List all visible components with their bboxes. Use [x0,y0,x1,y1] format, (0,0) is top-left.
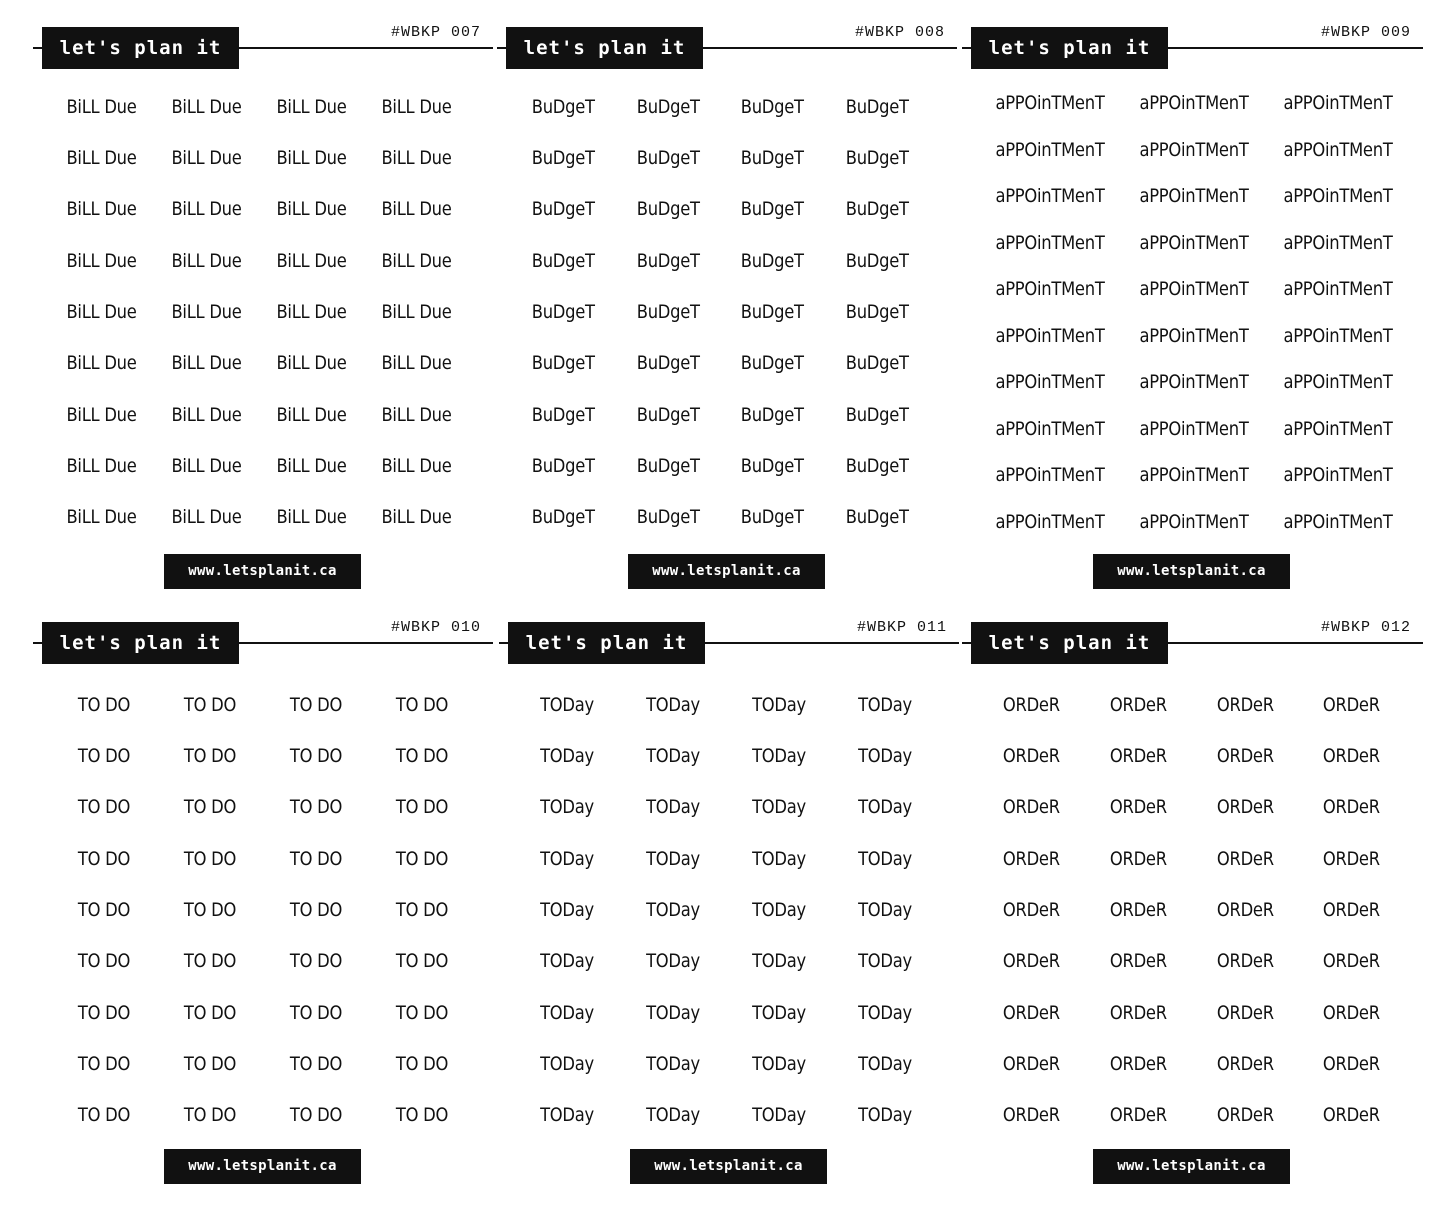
sticker-label: ORDeR [1323,796,1381,819]
sticker-label: TODay [540,1104,594,1127]
sticker-label: TODay [646,1104,700,1127]
sticker-label: BuDgeT [845,249,909,272]
sticker-label: TO DO [183,1104,237,1127]
sticker-label: ORDeR [1109,898,1167,921]
sticker-label: BuDgeT [636,249,700,272]
sticker-label: aPPOinTMenT [995,464,1105,487]
sticker-label: aPPOinTMenT [1283,138,1393,161]
sticker-label: ORDeR [1109,744,1167,767]
sticker-label: TODay [752,898,806,921]
sticker-label: TODay [540,950,594,973]
sticker-label: BiLL Due [276,403,347,426]
sticker-label: ORDeR [1216,950,1274,973]
sticker-label: ORDeR [1216,693,1274,716]
sticker-label: TO DO [289,950,343,973]
sticker-label: BuDgeT [531,454,595,477]
sticker-label: aPPOinTMenT [1139,278,1249,301]
brand-banner: let's plan it [971,27,1168,69]
sticker-label: BuDgeT [845,403,909,426]
sticker-label: aPPOinTMenT [995,138,1105,161]
sticker-label: TO DO [289,1104,343,1127]
sticker-label: BuDgeT [740,146,804,169]
sticker-label: BuDgeT [636,146,700,169]
sticker-label: BuDgeT [845,198,909,221]
sticker-label: aPPOinTMenT [1139,464,1249,487]
sticker-label: TODay [540,847,594,870]
sticker-label: BuDgeT [531,249,595,272]
sticker-label: BuDgeT [531,352,595,375]
sticker-label: BuDgeT [845,454,909,477]
sticker-label: ORDeR [1109,950,1167,973]
sticker-label: ORDeR [1002,693,1060,716]
sticker-label: aPPOinTMenT [995,324,1105,347]
sticker-grid [51,679,475,1141]
sticker-label: ORDeR [1323,1052,1381,1075]
sticker-label: TODay [540,693,594,716]
sticker-label: aPPOinTMenT [1283,185,1393,208]
sticker-label: ORDeR [1216,1104,1274,1127]
sticker-label: TODay [752,950,806,973]
sticker-label: TO DO [395,1001,449,1024]
sticker-label: BiLL Due [66,198,137,221]
sticker-label: BuDgeT [531,403,595,426]
sticker-label: aPPOinTMenT [1139,231,1249,254]
website-banner: www.letsplanit.ca [628,554,825,589]
sticker-label: BiLL Due [171,352,242,375]
sticker-label: BiLL Due [276,506,347,529]
sticker-label: BuDgeT [740,454,804,477]
sticker-label: aPPOinTMenT [1283,464,1393,487]
sticker-label: aPPOinTMenT [1139,185,1249,208]
sticker-label: BiLL Due [276,198,347,221]
sticker-label: ORDeR [1109,796,1167,819]
website-banner: www.letsplanit.ca [630,1149,827,1184]
sticker-label: ORDeR [1002,1052,1060,1075]
sticker-label: TO DO [289,847,343,870]
sticker-label: aPPOinTMenT [1139,138,1249,161]
sticker-label: BiLL Due [66,506,137,529]
sticker-label: BiLL Due [276,95,347,118]
sticker-label: TO DO [289,693,343,716]
sticker-label: TO DO [183,693,237,716]
sticker-label: ORDeR [1216,898,1274,921]
sticker-grid [511,81,929,543]
sticker-label: TODay [752,1052,806,1075]
sticker-label: BiLL Due [171,403,242,426]
sticker-label: TODay [540,1001,594,1024]
sticker-label: BuDgeT [636,352,700,375]
sticker-label: ORDeR [1323,1104,1381,1127]
sticker-label: TODay [858,796,912,819]
sticker-label: BiLL Due [381,146,452,169]
sticker-label: BiLL Due [276,454,347,477]
sticker-label: BuDgeT [740,249,804,272]
sticker-label: BiLL Due [276,300,347,323]
sticker-label: TO DO [395,1052,449,1075]
sticker-label: BuDgeT [636,95,700,118]
sticker-label: TO DO [77,950,131,973]
sticker-label: BuDgeT [740,95,804,118]
sticker-label: BuDgeT [531,198,595,221]
sticker-label: TODay [752,744,806,767]
sticker-label: BiLL Due [381,95,452,118]
sticker-label: aPPOinTMenT [995,92,1105,115]
sticker-label: TODay [646,950,700,973]
sticker-label: BiLL Due [276,352,347,375]
sticker-label: BiLL Due [66,454,137,477]
sticker-label: ORDeR [1216,796,1274,819]
sticker-label: TODay [540,796,594,819]
sticker-label: aPPOinTMenT [1139,417,1249,440]
sticker-label: BuDgeT [636,403,700,426]
sticker-label: TO DO [395,1104,449,1127]
sticker-label: ORDeR [1323,898,1381,921]
sticker-label: TODay [858,950,912,973]
sticker-grid [978,80,1410,545]
sticker-label: ORDeR [1323,1001,1381,1024]
sticker-label: TO DO [77,744,131,767]
sticker-label: BuDgeT [845,146,909,169]
sheet-code: #WBKP 008 [854,24,945,41]
sticker-sheet-012 [962,619,1423,1187]
sticker-sheet-008 [497,24,957,592]
sticker-label: ORDeR [1216,847,1274,870]
sticker-label: ORDeR [1216,744,1274,767]
sticker-label: BuDgeT [845,506,909,529]
sticker-label: TODay [752,796,806,819]
sticker-label: BiLL Due [171,506,242,529]
sticker-label: ORDeR [1002,1001,1060,1024]
sticker-label: TODay [752,1001,806,1024]
sticker-sheet-010 [33,619,493,1187]
sticker-label: aPPOinTMenT [1283,510,1393,533]
sticker-label: TO DO [395,950,449,973]
sticker-label: TODay [646,693,700,716]
sticker-label: TO DO [289,898,343,921]
sticker-label: BuDgeT [636,454,700,477]
sticker-label: ORDeR [1323,950,1381,973]
sticker-label: BuDgeT [740,403,804,426]
sheet-code: #WBKP 011 [856,619,947,636]
brand-banner: let's plan it [971,622,1168,664]
sticker-label: aPPOinTMenT [1283,324,1393,347]
sticker-label: BiLL Due [66,403,137,426]
sticker-label: aPPOinTMenT [1283,92,1393,115]
brand-banner: let's plan it [42,622,239,664]
sticker-label: BiLL Due [66,146,137,169]
website-banner: www.letsplanit.ca [164,1149,361,1184]
sticker-label: TODay [646,898,700,921]
sticker-label: TO DO [289,1001,343,1024]
sticker-label: ORDeR [1216,1052,1274,1075]
sticker-label: BuDgeT [740,198,804,221]
sticker-label: aPPOinTMenT [1283,278,1393,301]
sticker-label: BuDgeT [845,300,909,323]
sheet-code: #WBKP 010 [390,619,481,636]
sticker-label: TO DO [183,796,237,819]
sticker-label: ORDeR [1323,693,1381,716]
sticker-label: TODay [646,796,700,819]
sticker-label: TODay [540,898,594,921]
sticker-label: TO DO [183,1052,237,1075]
sticker-label: BiLL Due [381,403,452,426]
sticker-label: ORDeR [1002,898,1060,921]
sticker-label: BuDgeT [636,300,700,323]
sticker-label: BuDgeT [531,95,595,118]
sticker-label: TODay [858,847,912,870]
sticker-label: BuDgeT [740,506,804,529]
sticker-label: ORDeR [1002,950,1060,973]
sticker-label: BiLL Due [381,300,452,323]
sticker-label: TO DO [289,1052,343,1075]
sticker-sheet-007 [33,24,493,592]
sticker-label: TODay [858,898,912,921]
sticker-label: TO DO [77,796,131,819]
sticker-label: TODay [646,1001,700,1024]
sticker-label: TO DO [395,744,449,767]
sticker-label: TODay [858,1001,912,1024]
sticker-label: ORDeR [1109,693,1167,716]
sticker-label: TO DO [183,744,237,767]
sticker-label: ORDeR [1002,744,1060,767]
sticker-label: BiLL Due [171,454,242,477]
website-banner: www.letsplanit.ca [1093,554,1290,589]
sticker-label: ORDeR [1002,796,1060,819]
sticker-label: BiLL Due [171,249,242,272]
sticker-label: TO DO [77,847,131,870]
sticker-label: aPPOinTMenT [1283,371,1393,394]
sticker-label: BuDgeT [636,506,700,529]
sticker-label: ORDeR [1323,847,1381,870]
sticker-label: BiLL Due [66,95,137,118]
sticker-label: BiLL Due [381,198,452,221]
sticker-label: TO DO [77,1001,131,1024]
sticker-label: BiLL Due [66,352,137,375]
sticker-label: aPPOinTMenT [995,185,1105,208]
brand-banner: let's plan it [42,27,239,69]
sticker-label: BiLL Due [171,198,242,221]
sticker-label: aPPOinTMenT [995,417,1105,440]
sticker-label: TO DO [77,1104,131,1127]
sticker-label: TODay [540,744,594,767]
sticker-label: TODay [858,1104,912,1127]
sticker-label: aPPOinTMenT [995,371,1105,394]
sticker-label: BiLL Due [276,249,347,272]
sticker-label: TO DO [289,796,343,819]
sticker-label: TO DO [183,847,237,870]
sticker-grid [514,679,938,1141]
website-banner: www.letsplanit.ca [1093,1149,1290,1184]
sticker-label: TO DO [289,744,343,767]
sticker-label: BiLL Due [381,454,452,477]
sheet-code: #WBKP 012 [1320,619,1411,636]
sticker-label: ORDeR [1216,1001,1274,1024]
sticker-label: aPPOinTMenT [995,231,1105,254]
sticker-label: TODay [540,1052,594,1075]
sticker-label: TO DO [395,847,449,870]
sticker-label: BuDgeT [740,300,804,323]
sticker-label: BiLL Due [171,146,242,169]
sticker-label: TO DO [77,1052,131,1075]
sticker-sheet-011 [499,619,959,1187]
sticker-label: ORDeR [1109,1001,1167,1024]
sticker-label: aPPOinTMenT [995,278,1105,301]
sticker-label: TODay [858,693,912,716]
sticker-label: aPPOinTMenT [1139,324,1249,347]
sticker-label: BuDgeT [531,146,595,169]
sticker-label: BuDgeT [531,300,595,323]
sticker-label: ORDeR [1109,1104,1167,1127]
sheet-code: #WBKP 007 [390,24,481,41]
sticker-label: TODay [858,744,912,767]
brand-banner: let's plan it [506,27,703,69]
sticker-grid [978,679,1405,1141]
sticker-label: TO DO [183,898,237,921]
sticker-label: BiLL Due [171,300,242,323]
sticker-label: ORDeR [1002,1104,1060,1127]
sticker-label: BuDgeT [531,506,595,529]
sticker-label: TO DO [183,1001,237,1024]
sticker-label: BiLL Due [171,95,242,118]
sticker-label: TODay [646,1052,700,1075]
sticker-label: TO DO [183,950,237,973]
sticker-label: BiLL Due [66,300,137,323]
sticker-label: aPPOinTMenT [1283,417,1393,440]
sticker-label: BiLL Due [381,249,452,272]
sticker-label: TODay [646,744,700,767]
sticker-label: BuDgeT [636,198,700,221]
sticker-label: BiLL Due [381,506,452,529]
sticker-grid [49,81,469,543]
sticker-label: TODay [646,847,700,870]
website-banner: www.letsplanit.ca [164,554,361,589]
sticker-label: TO DO [395,693,449,716]
sticker-label: ORDeR [1323,744,1381,767]
sticker-label: BiLL Due [276,146,347,169]
sticker-label: TODay [752,847,806,870]
brand-banner: let's plan it [508,622,705,664]
sticker-label: aPPOinTMenT [1139,371,1249,394]
sticker-label: BiLL Due [381,352,452,375]
sticker-label: BuDgeT [845,352,909,375]
sticker-label: TODay [858,1052,912,1075]
sticker-label: TO DO [395,796,449,819]
sticker-label: BiLL Due [66,249,137,272]
sticker-label: aPPOinTMenT [1283,231,1393,254]
sticker-label: TODay [752,693,806,716]
sticker-label: aPPOinTMenT [1139,510,1249,533]
sticker-label: BuDgeT [845,95,909,118]
sticker-label: BuDgeT [740,352,804,375]
sticker-label: ORDeR [1002,847,1060,870]
sheet-code: #WBKP 009 [1320,24,1411,41]
sticker-label: TO DO [77,898,131,921]
sticker-label: ORDeR [1109,1052,1167,1075]
sticker-label: TODay [752,1104,806,1127]
sticker-label: aPPOinTMenT [1139,92,1249,115]
sticker-sheet-009 [962,24,1423,592]
sticker-label: aPPOinTMenT [995,510,1105,533]
sticker-label: TO DO [395,898,449,921]
sticker-label: TO DO [77,693,131,716]
sticker-label: ORDeR [1109,847,1167,870]
